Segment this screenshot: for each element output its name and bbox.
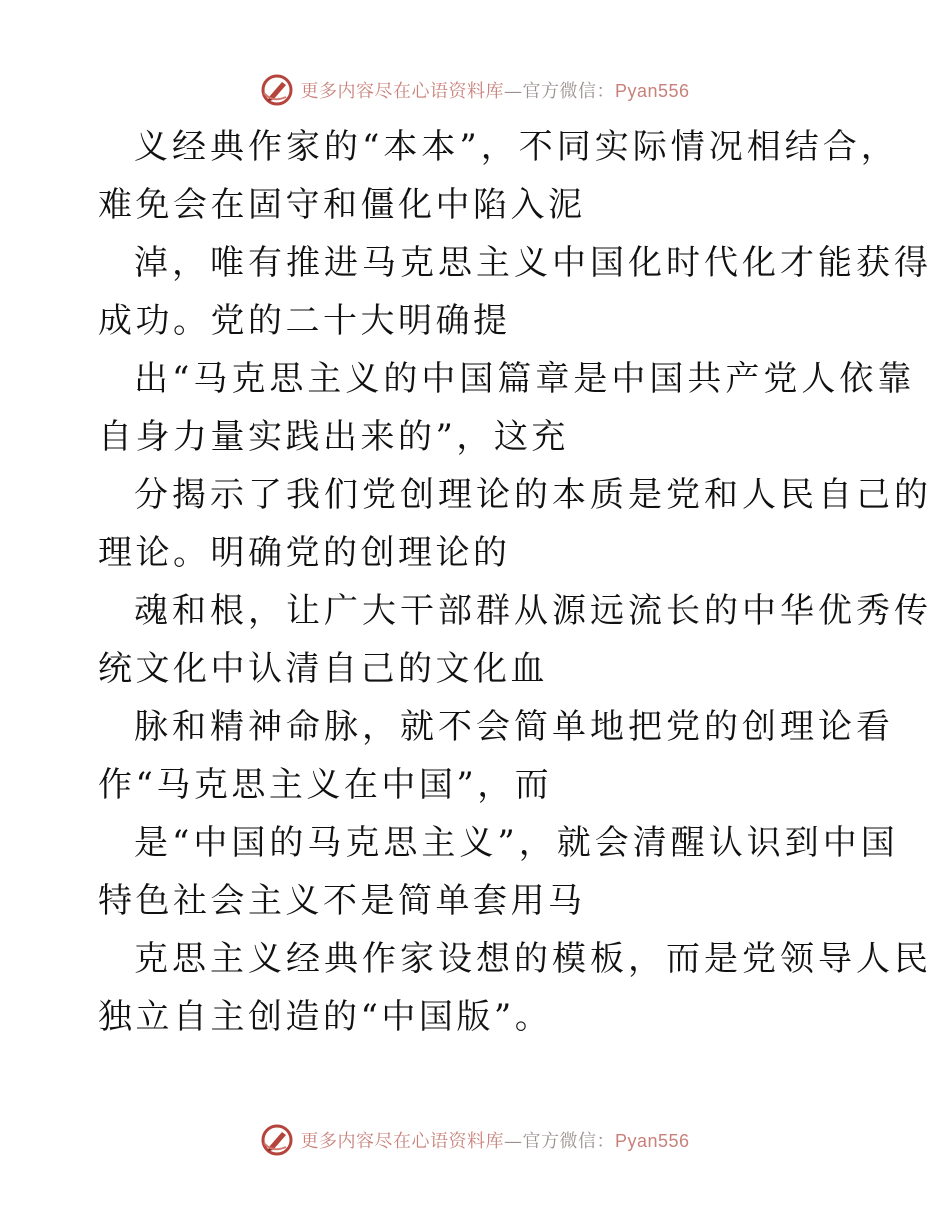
paragraph-line: 魂和根，让广大干部群从源远流长的中华优秀传 [134, 591, 932, 631]
footer-watermark-text [300, 1127, 689, 1153]
paragraph-line: 是“中国的马克思主义”，就会清醒认识到中国 [134, 823, 899, 863]
paragraph-line: 自身力量实践出来的”，这充 [98, 417, 569, 457]
footer-watermark-label: 官方微信： [522, 1131, 615, 1152]
paragraph-line: 成功。党的二十大明确提 [98, 301, 511, 341]
footer-watermark [0, 1120, 950, 1160]
header-watermark-label: 官方微信： [522, 81, 615, 102]
footer-watermark-id: Pyan556 [614, 1131, 690, 1151]
paragraph-line: 难免会在固守和僵化中陷入泥 [98, 185, 586, 225]
paragraph-line: 分揭示了我们党创理论的本质是党和人民自己的 [134, 475, 932, 515]
circle-pen-logo-icon [260, 1123, 294, 1157]
header-watermark [0, 70, 950, 110]
paragraph-line: 脉和精神命脉，就不会简单地把党的创理论看 [134, 707, 894, 747]
paragraph-line: 作“马克思主义在中国”，而 [98, 765, 553, 805]
document-body [98, 118, 932, 1046]
footer-watermark-dash: — [503, 1131, 523, 1152]
header-watermark-text [300, 77, 689, 103]
paragraph-line: 义经典作家的“本本”，不同实际情况相结合， [134, 127, 899, 167]
paragraph-line: 淖，唯有推进马克思主义中国化时代化才能获得 [134, 243, 932, 283]
paragraph-line: 克思主义经典作家设想的模板，而是党领导人民 [134, 939, 932, 979]
paragraph-line: 理论。明确党的创理论的 [98, 533, 511, 573]
paragraph-line: 出“马克思主义的中国篇章是中国共产党人依靠 [134, 359, 916, 399]
header-watermark-dash: — [503, 81, 523, 102]
footer-watermark-red: 更多内容尽在心语资料库 [300, 1131, 504, 1152]
header-watermark-red: 更多内容尽在心语资料库 [300, 81, 504, 102]
paragraph-line: 独立自主创造的“中国版”。 [98, 997, 553, 1037]
circle-pen-logo-icon [260, 73, 294, 107]
paragraph-line: 特色社会主义不是简单套用马 [98, 881, 586, 921]
header-watermark-id: Pyan556 [614, 81, 690, 101]
paragraph-line: 统文化中认清自己的文化血 [98, 649, 548, 689]
